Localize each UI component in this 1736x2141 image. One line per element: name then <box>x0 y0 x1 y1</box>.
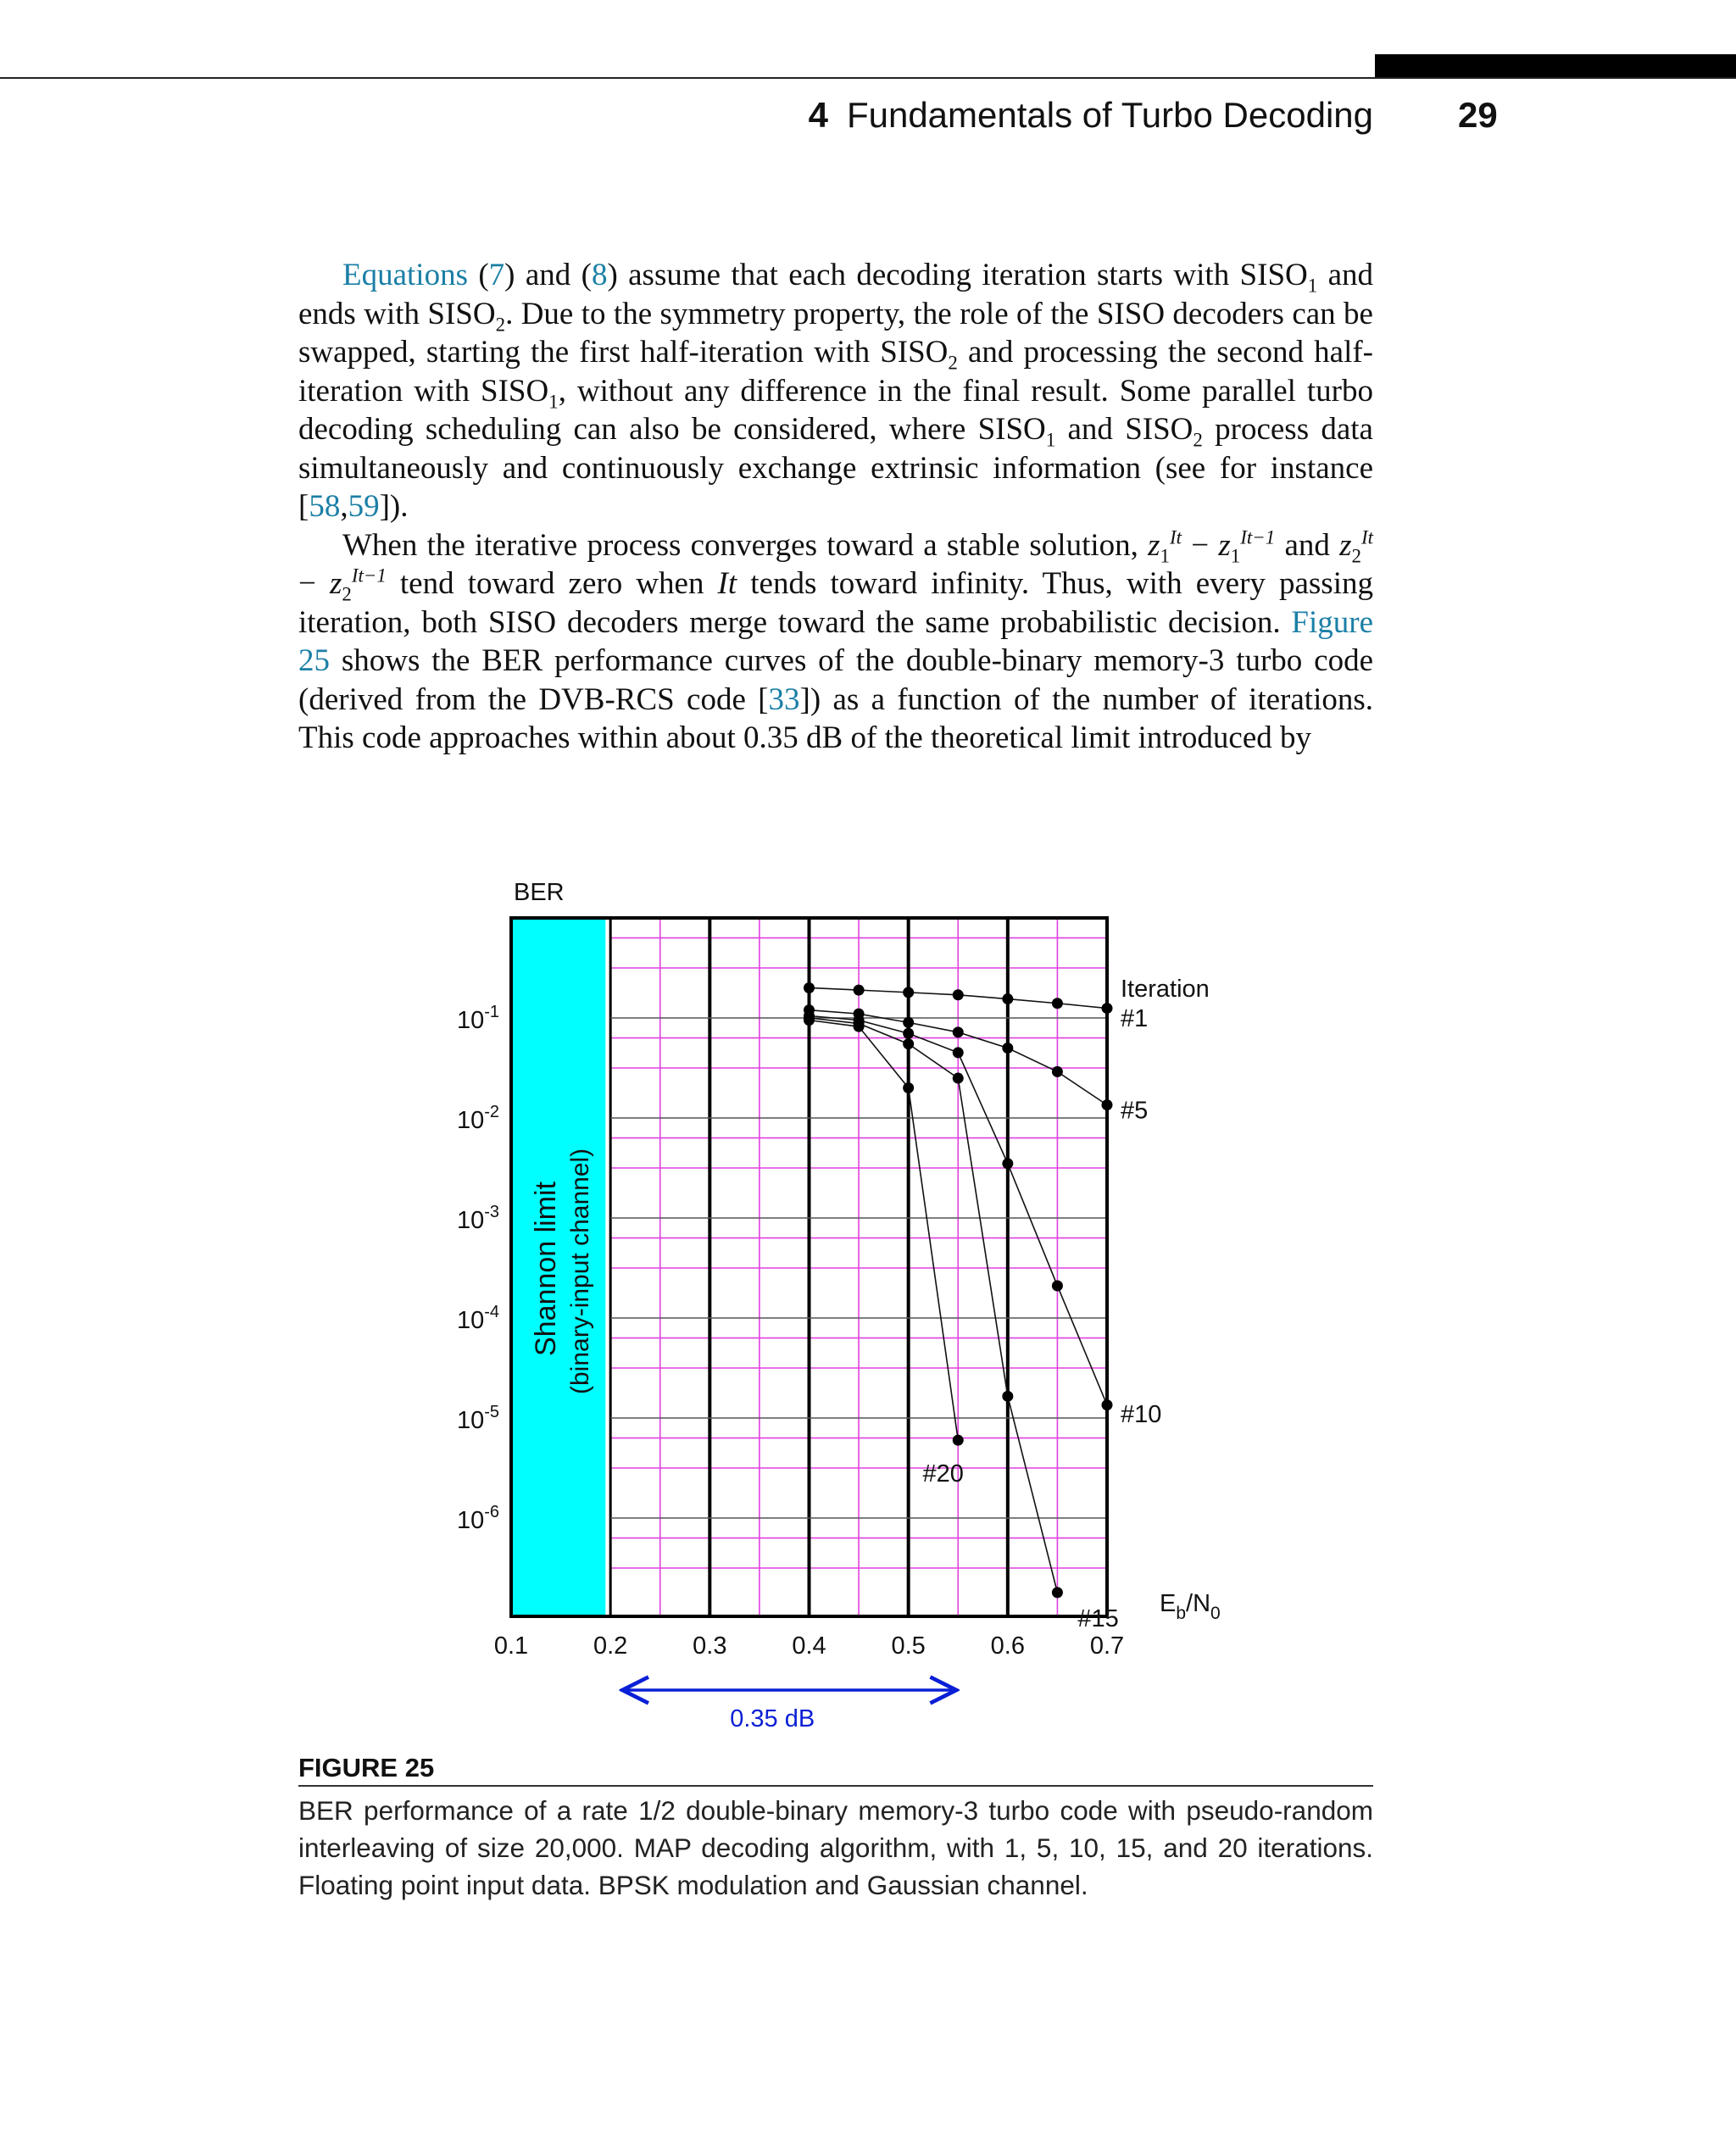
data-point <box>953 1026 964 1037</box>
data-point <box>1102 1003 1113 1014</box>
data-point <box>1052 998 1063 1009</box>
y-tick-exponent: -5 <box>484 1403 500 1421</box>
figure-caption-text: BER performance of a rate 1/2 double-binary memory-3 turbo code with pseudo-random interleaving of size 20,000. MAP decoding algorithm, with 1, 5, 10, 15, and 20 iterations. Floating point input data. BPSK modulation and Gaussian channel. <box>298 1795 1373 1900</box>
subscript: 2 <box>948 352 958 374</box>
data-point <box>953 1073 964 1084</box>
data-point <box>804 982 815 993</box>
text: and processing the second half-iteration with SISO <box>298 335 1373 409</box>
y-tick-label <box>457 1203 499 1234</box>
superscript: It−1 <box>1240 526 1276 548</box>
legend-heading: Iteration <box>1121 976 1210 1003</box>
y-tick-exponent: -2 <box>484 1103 500 1121</box>
data-point <box>1052 1280 1063 1291</box>
text: ) and ( <box>504 258 592 292</box>
subscript: 1 <box>548 390 559 412</box>
subscript: 1 <box>1160 544 1170 566</box>
data-point <box>1052 1587 1063 1598</box>
data-point <box>903 1017 914 1028</box>
superscript: It−1 <box>351 564 387 587</box>
figure-caption-title: FIGURE 25 <box>298 1753 1373 1787</box>
ber-chart <box>424 865 1271 1746</box>
data-point <box>953 1047 964 1058</box>
text: ]). <box>379 489 409 524</box>
text: , without any difference in the final result. Some parallel turbo decoding scheduling can also be considered, where SISO <box>298 373 1373 447</box>
text: and <box>1275 527 1340 563</box>
y-axis-label: BER <box>514 879 565 906</box>
text: . Due to the symmetry property, the role of the SISO decoders can be swapped, starting the first half-iteration with SISO <box>298 296 1373 370</box>
text: process data simultaneously and continuously exchange extrinsic information (see for instance [ <box>298 412 1373 524</box>
subscript: 1 <box>1230 544 1241 566</box>
subscript: 2 <box>495 313 506 335</box>
y-tick-label <box>457 1103 499 1134</box>
text: shows the BER performance curves of the double-binary memory-3 turbo code (derived from the DVB-RCS code [ <box>298 643 1373 717</box>
y-tick-label <box>457 1503 499 1534</box>
data-point <box>1052 1066 1063 1077</box>
superscript: It <box>1170 526 1182 548</box>
x-tick-label: 0.4 <box>792 1632 826 1660</box>
shannon-limit-label: Shannon limit <box>530 1181 562 1356</box>
chapter-title: Fundamentals of Turbo Decoding <box>846 95 1373 135</box>
x-tick-label: 0.3 <box>693 1632 727 1660</box>
subscript: 2 <box>1351 544 1361 566</box>
x-tick-label: 0.2 <box>593 1632 628 1660</box>
series-label: #10 <box>1121 1401 1162 1429</box>
x-axis-label-sub-0: 0 <box>1210 1604 1221 1623</box>
text: and SISO <box>1055 412 1194 447</box>
x-axis-label-n: /N <box>1186 1590 1211 1617</box>
data-point <box>854 985 865 996</box>
text: ( <box>467 258 489 292</box>
data-point <box>1002 1391 1013 1402</box>
paragraph-2 <box>298 526 1373 758</box>
x-tick-label: 0.6 <box>990 1632 1025 1660</box>
text: ) assume that each decoding iteration starts with SISO <box>607 258 1308 292</box>
y-tick-base: 10 <box>457 1007 485 1034</box>
data-point <box>903 987 914 998</box>
series-label: #20 <box>922 1460 964 1488</box>
y-tick-base: 10 <box>457 1107 485 1134</box>
math-z: z <box>329 566 342 601</box>
text: , <box>340 489 348 524</box>
data-point <box>1002 1158 1013 1169</box>
data-point <box>1102 1399 1113 1410</box>
x-axis-label-sub-b: b <box>1176 1604 1187 1623</box>
data-point <box>854 1021 865 1032</box>
text: When the iterative process converges toward a stable solution, <box>342 527 1149 563</box>
math-z: z <box>1148 527 1160 563</box>
superscript: It <box>1360 526 1373 548</box>
data-point <box>1002 993 1013 1004</box>
series-line-3 <box>810 1018 1058 1593</box>
subscript: 1 <box>1045 429 1056 451</box>
link-ref-58[interactable]: 58 <box>309 489 341 524</box>
subscript: 2 <box>1193 429 1203 451</box>
data-point <box>903 1038 914 1049</box>
math-minus: − <box>1182 527 1219 563</box>
link-equations[interactable]: Equations <box>342 258 468 292</box>
running-head <box>809 95 1373 136</box>
data-point <box>903 1082 914 1093</box>
paragraph-1 <box>298 256 1373 526</box>
x-axis-label-e: E <box>1160 1590 1177 1617</box>
shannon-limit-sublabel: (binary-input channel) <box>566 1148 594 1394</box>
math-z: z <box>1218 527 1231 563</box>
y-tick-exponent: -3 <box>484 1203 500 1221</box>
header-rule <box>0 77 1736 79</box>
y-tick-exponent: -4 <box>484 1303 500 1321</box>
db-annotation-label: 0.35 dB <box>730 1705 815 1732</box>
data-point <box>903 1028 914 1039</box>
subscript: 1 <box>1307 275 1318 297</box>
data-point <box>804 1015 815 1026</box>
math-it: It <box>717 566 737 601</box>
link-figure-25[interactable]: Figure 25 <box>298 604 1373 678</box>
text: tends toward infinity. Thus, with every passing iteration, both SISO decoders merge toward the same probabilistic decision. <box>298 566 1373 640</box>
series-label: #1 <box>1121 1005 1149 1032</box>
subscript: 2 <box>342 583 352 605</box>
data-point <box>1102 1099 1113 1110</box>
y-tick-label <box>457 1003 499 1034</box>
y-tick-label <box>457 1403 499 1434</box>
x-tick-label: 0.1 <box>493 1632 529 1660</box>
chapter-number: 4 <box>808 95 828 135</box>
y-tick-base: 10 <box>457 1307 485 1334</box>
link-eq-7[interactable]: 7 <box>488 258 505 292</box>
x-axis-label <box>1160 1590 1221 1623</box>
link-ref-33[interactable]: 33 <box>768 681 800 717</box>
link-ref-59[interactable]: 59 <box>348 489 380 524</box>
series-line-4 <box>810 1020 959 1441</box>
x-tick-label: 0.5 <box>891 1632 926 1660</box>
text: ]) as a function of the number of iterations. This code approaches within about 0.35 dB of the theoretical limit introduced by <box>298 681 1373 755</box>
series-label: #5 <box>1121 1097 1149 1125</box>
header-tab-bar <box>1375 54 1736 78</box>
text: and ends with SISO <box>298 258 1373 331</box>
y-tick-base: 10 <box>457 1407 485 1434</box>
y-tick-label <box>457 1303 499 1334</box>
text: tend toward zero when <box>386 566 718 601</box>
data-point <box>953 989 964 1000</box>
y-tick-base: 10 <box>457 1507 485 1534</box>
series-label: #15 <box>1077 1605 1119 1632</box>
y-tick-base: 10 <box>457 1207 485 1234</box>
math-z: z <box>1339 527 1352 563</box>
x-tick-label: 0.7 <box>1089 1632 1125 1660</box>
y-tick-exponent: -6 <box>484 1503 500 1521</box>
math-minus: − <box>298 566 330 601</box>
body-text <box>298 256 1373 758</box>
page-number: 29 <box>1458 95 1498 135</box>
data-point <box>953 1435 964 1446</box>
data-point <box>1002 1043 1013 1054</box>
y-tick-exponent: -1 <box>484 1003 500 1021</box>
link-eq-8[interactable]: 8 <box>591 258 608 292</box>
